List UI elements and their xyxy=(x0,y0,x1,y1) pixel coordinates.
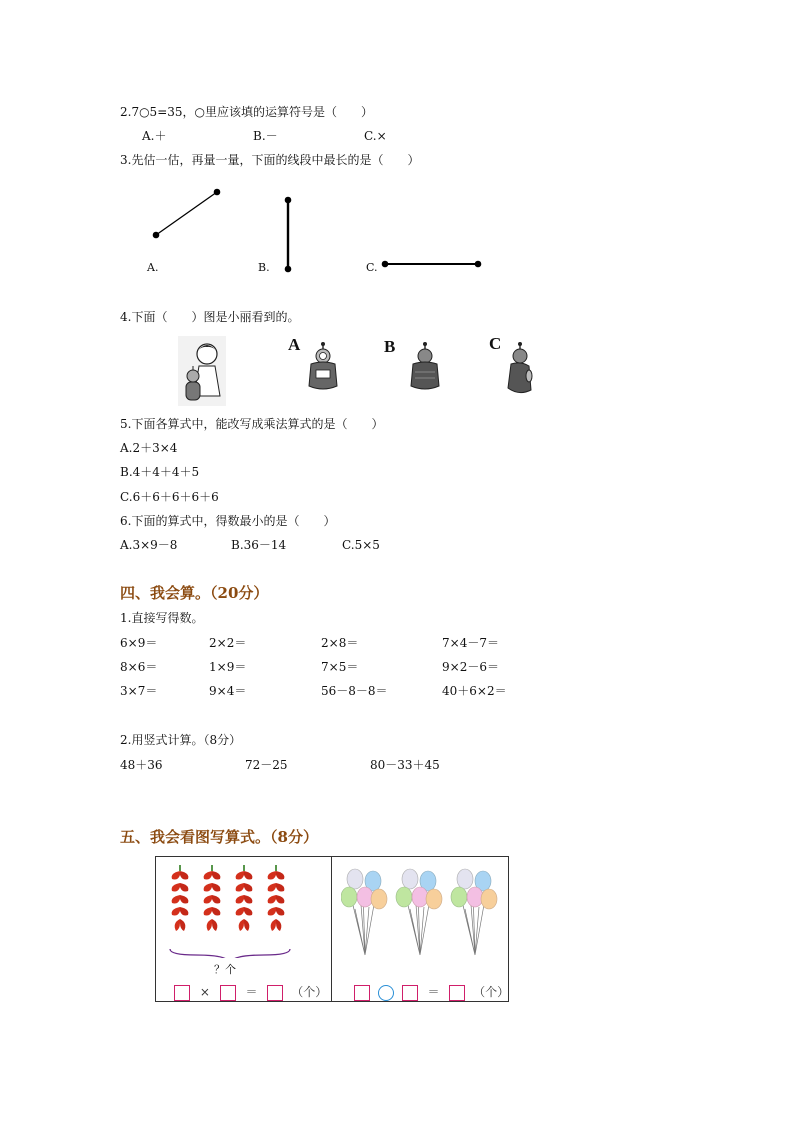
unit-label: （个） xyxy=(291,985,328,999)
answer-square[interactable] xyxy=(174,985,190,1001)
q2-stem: 2.7○5=35，○里应该填的运算符号是（ ） xyxy=(120,105,373,119)
q3-label-a: A. xyxy=(147,261,159,274)
calc-item: 56－8－8＝ xyxy=(321,684,388,698)
q5-option-a: A.2＋3×4 xyxy=(120,441,178,455)
vertical-calc-item: 72－25 xyxy=(245,758,288,772)
calc-item: 3×7＝ xyxy=(120,684,158,698)
calc-item: 7×4－7＝ xyxy=(442,636,499,650)
calc-item: 7×5＝ xyxy=(321,660,359,674)
section-4-sub1: 1.直接写得数。 xyxy=(120,611,204,625)
q6-stem: 6.下面的算式中，得数最小的是（ ） xyxy=(120,514,336,528)
q2-option-b: B.－ xyxy=(253,129,278,143)
q6-option-b: B.36－14 xyxy=(231,538,287,552)
balloons-picture xyxy=(341,867,501,959)
q3-label-b: B. xyxy=(258,261,270,274)
segment-b xyxy=(285,197,292,273)
vertical-calc-item: 80－33＋45 xyxy=(370,758,440,772)
right-equation xyxy=(354,983,509,1001)
calc-item: 1×9＝ xyxy=(209,660,247,674)
q4-label-b: B xyxy=(384,337,396,356)
q5-option-b: B.4＋4＋4＋5 xyxy=(120,465,200,479)
answer-square[interactable] xyxy=(402,985,418,1001)
q6-option-c: C.5×5 xyxy=(342,538,380,552)
girl-with-toy-picture xyxy=(178,336,226,406)
section-4-title: 四、我会算。（20分） xyxy=(120,584,269,602)
toy-view-b xyxy=(407,342,443,392)
question-mark-count: ？个 xyxy=(214,963,236,976)
answer-square[interactable] xyxy=(267,985,283,1001)
operator-circle[interactable] xyxy=(378,985,394,1001)
answer-square[interactable] xyxy=(220,985,236,1001)
equals-sign: ＝ xyxy=(245,985,258,999)
calc-item: 40＋6×2＝ xyxy=(442,684,507,698)
q3-label-c: C. xyxy=(366,261,378,274)
chili-peppers-picture xyxy=(166,863,296,958)
equals-sign: ＝ xyxy=(427,985,440,999)
q6-option-a: A.3×9－8 xyxy=(120,538,178,552)
calc-item: 6×9＝ xyxy=(120,636,158,650)
q3-stem: 3.先估一估，再量一量，下面的线段中最长的是（ ） xyxy=(120,153,420,167)
q4-label-a: A xyxy=(288,335,301,354)
q2-option-a: A.＋ xyxy=(142,129,167,143)
picture-equation-box xyxy=(155,856,509,1002)
line-segments-figure xyxy=(140,182,500,277)
q5-stem: 5.下面各算式中，能改写成乘法算式的是（ ） xyxy=(120,417,384,431)
section-5-title: 五、我会看图写算式。（8分） xyxy=(120,828,318,846)
toy-view-c xyxy=(503,342,539,398)
toy-view-a xyxy=(305,342,341,392)
vertical-calc-item: 48＋36 xyxy=(120,758,163,772)
q5-option-c: C.6＋6＋6＋6＋6 xyxy=(120,490,219,504)
answer-square[interactable] xyxy=(449,985,465,1001)
calc-item: 9×2－6＝ xyxy=(442,660,499,674)
answer-square[interactable] xyxy=(354,985,370,1001)
calc-item: 2×2＝ xyxy=(209,636,247,650)
segment-a xyxy=(153,189,221,239)
calc-item: 8×6＝ xyxy=(120,660,158,674)
q4-label-c: C xyxy=(489,334,502,353)
q2-option-c: C.× xyxy=(364,129,387,143)
calc-item: 2×8＝ xyxy=(321,636,359,650)
section-4-sub2: 2.用竖式计算。（8分） xyxy=(120,733,242,747)
left-equation xyxy=(174,983,327,1001)
calc-item: 9×4＝ xyxy=(209,684,247,698)
segment-c xyxy=(382,261,482,268)
unit-label: （个） xyxy=(473,985,510,999)
box-divider xyxy=(331,857,332,1001)
q4-stem: 4.下面（ ）图是小丽看到的。 xyxy=(120,310,300,324)
times-sign: × xyxy=(199,985,210,999)
